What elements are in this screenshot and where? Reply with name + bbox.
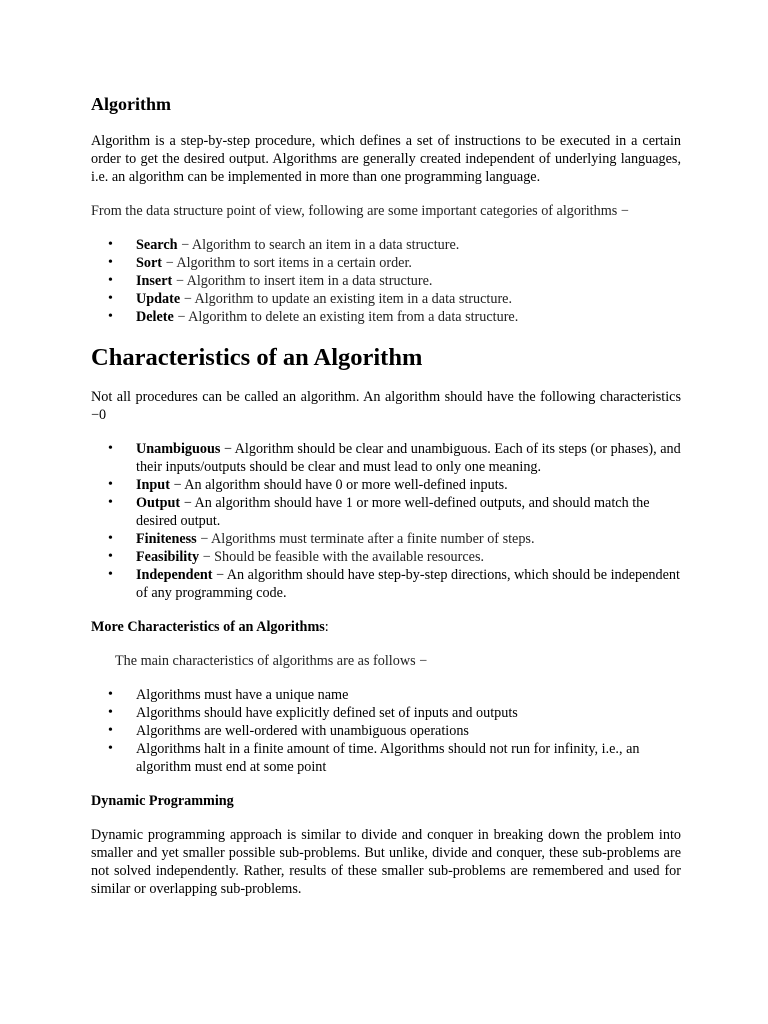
characteristics-list [91, 440, 681, 602]
list-item: • Algorithms halt in a finite amount of time. Algorithms should not run for infinity, i.e., an algorithm must end at some point [136, 740, 681, 776]
list-item-term: Output [136, 495, 181, 511]
list-item-term: Unambiguous [136, 441, 221, 457]
dynamic-programming-paragraph: Dynamic programming approach is similar to divide and conquer in breaking down the problem into smaller and yet smaller possible sub-problems. But unlike, divide and conquer, these sub-problems are not solved independently. Rather, results of these smaller sub-problems are remembered and used for similar or overlapping sub-problems. [91, 827, 681, 897]
list-item [136, 494, 681, 530]
section-title-more-characteristics [91, 618, 681, 636]
list-item-desc: − Algorithm to sort items in a certain order. [162, 255, 412, 271]
list-item-desc: − An algorithm should have step-by-step directions, which should be independent of any programming code. [136, 567, 680, 601]
characteristics-intro-paragraph: Not all procedures can be called an algorithm. An algorithm should have the following characteristics −0 [91, 389, 681, 423]
list-item-term: Feasibility [136, 549, 200, 565]
list-item-term: Delete [136, 309, 174, 325]
list-item-term: Input [136, 477, 170, 493]
list-item-term: Independent [136, 567, 213, 583]
more-characteristics-intro: The main characteristics of algorithms are as follows − [115, 653, 428, 669]
categories-intro-paragraph: From the data structure point of view, following are some important categories of algorithms − [91, 203, 629, 219]
more-characteristics-title-colon: : [324, 619, 329, 635]
list-item-desc: − Algorithm to search an item in a data structure. [177, 237, 460, 253]
list-item [136, 254, 681, 272]
list-item-term: Update [136, 291, 181, 307]
algorithm-categories-list [91, 236, 681, 326]
list-item-desc: − Algorithm to update an existing item in a data structure. [180, 291, 513, 307]
list-item-desc: − An algorithm should have 0 or more well-defined inputs. [169, 477, 508, 493]
section-title-dynamic-programming: Dynamic Programming [91, 793, 234, 809]
list-item [136, 290, 681, 308]
list-item [136, 476, 681, 494]
list-item-term: Sort [136, 255, 163, 271]
list-item-desc: − An algorithm should have 1 or more well-defined outputs, and should match the desired output. [136, 495, 650, 529]
list-item-desc: − Algorithm to insert item in a data structure. [172, 273, 433, 289]
list-item-term: Finiteness [136, 531, 197, 547]
list-item [136, 566, 681, 602]
list-item [136, 530, 681, 548]
list-item-term: Insert [136, 273, 173, 289]
section-title-algorithm: Algorithm [91, 94, 171, 114]
algorithm-definition-paragraph: Algorithm is a step-by-step procedure, which defines a set of instructions to be executed in a certain order to get the desired output. Algorithms are generally created independent of underlying languages, i.e. an algorithm can be implemented in more than one programming language. [91, 133, 681, 185]
section-title-characteristics: Characteristics of an Algorithm [91, 344, 423, 371]
more-characteristics-title-text: More Characteristics of an Algorithms [91, 619, 325, 635]
list-item-term: Search [136, 237, 178, 253]
list-item [136, 548, 681, 566]
list-item [136, 440, 681, 476]
list-item [136, 308, 681, 326]
list-item-desc: − Algorithms must terminate after a finite number of steps. [196, 531, 535, 547]
list-item-desc: − Algorithm should be clear and unambiguous. Each of its steps (or phases), and their inputs/outputs should be clear and must lead to only one meaning. [136, 441, 681, 475]
list-item [136, 236, 681, 254]
list-item: • Algorithms must have a unique name [136, 686, 681, 704]
list-item: • Algorithms should have explicitly defined set of inputs and outputs [136, 704, 681, 722]
document-page [91, 92, 681, 914]
list-item-desc: − Should be feasible with the available resources. [199, 549, 485, 565]
more-characteristics-list [91, 686, 681, 776]
list-item [136, 272, 681, 290]
list-item-desc: − Algorithm to delete an existing item from a data structure. [173, 309, 519, 325]
list-item: • Algorithms are well-ordered with unambiguous operations [136, 722, 681, 740]
